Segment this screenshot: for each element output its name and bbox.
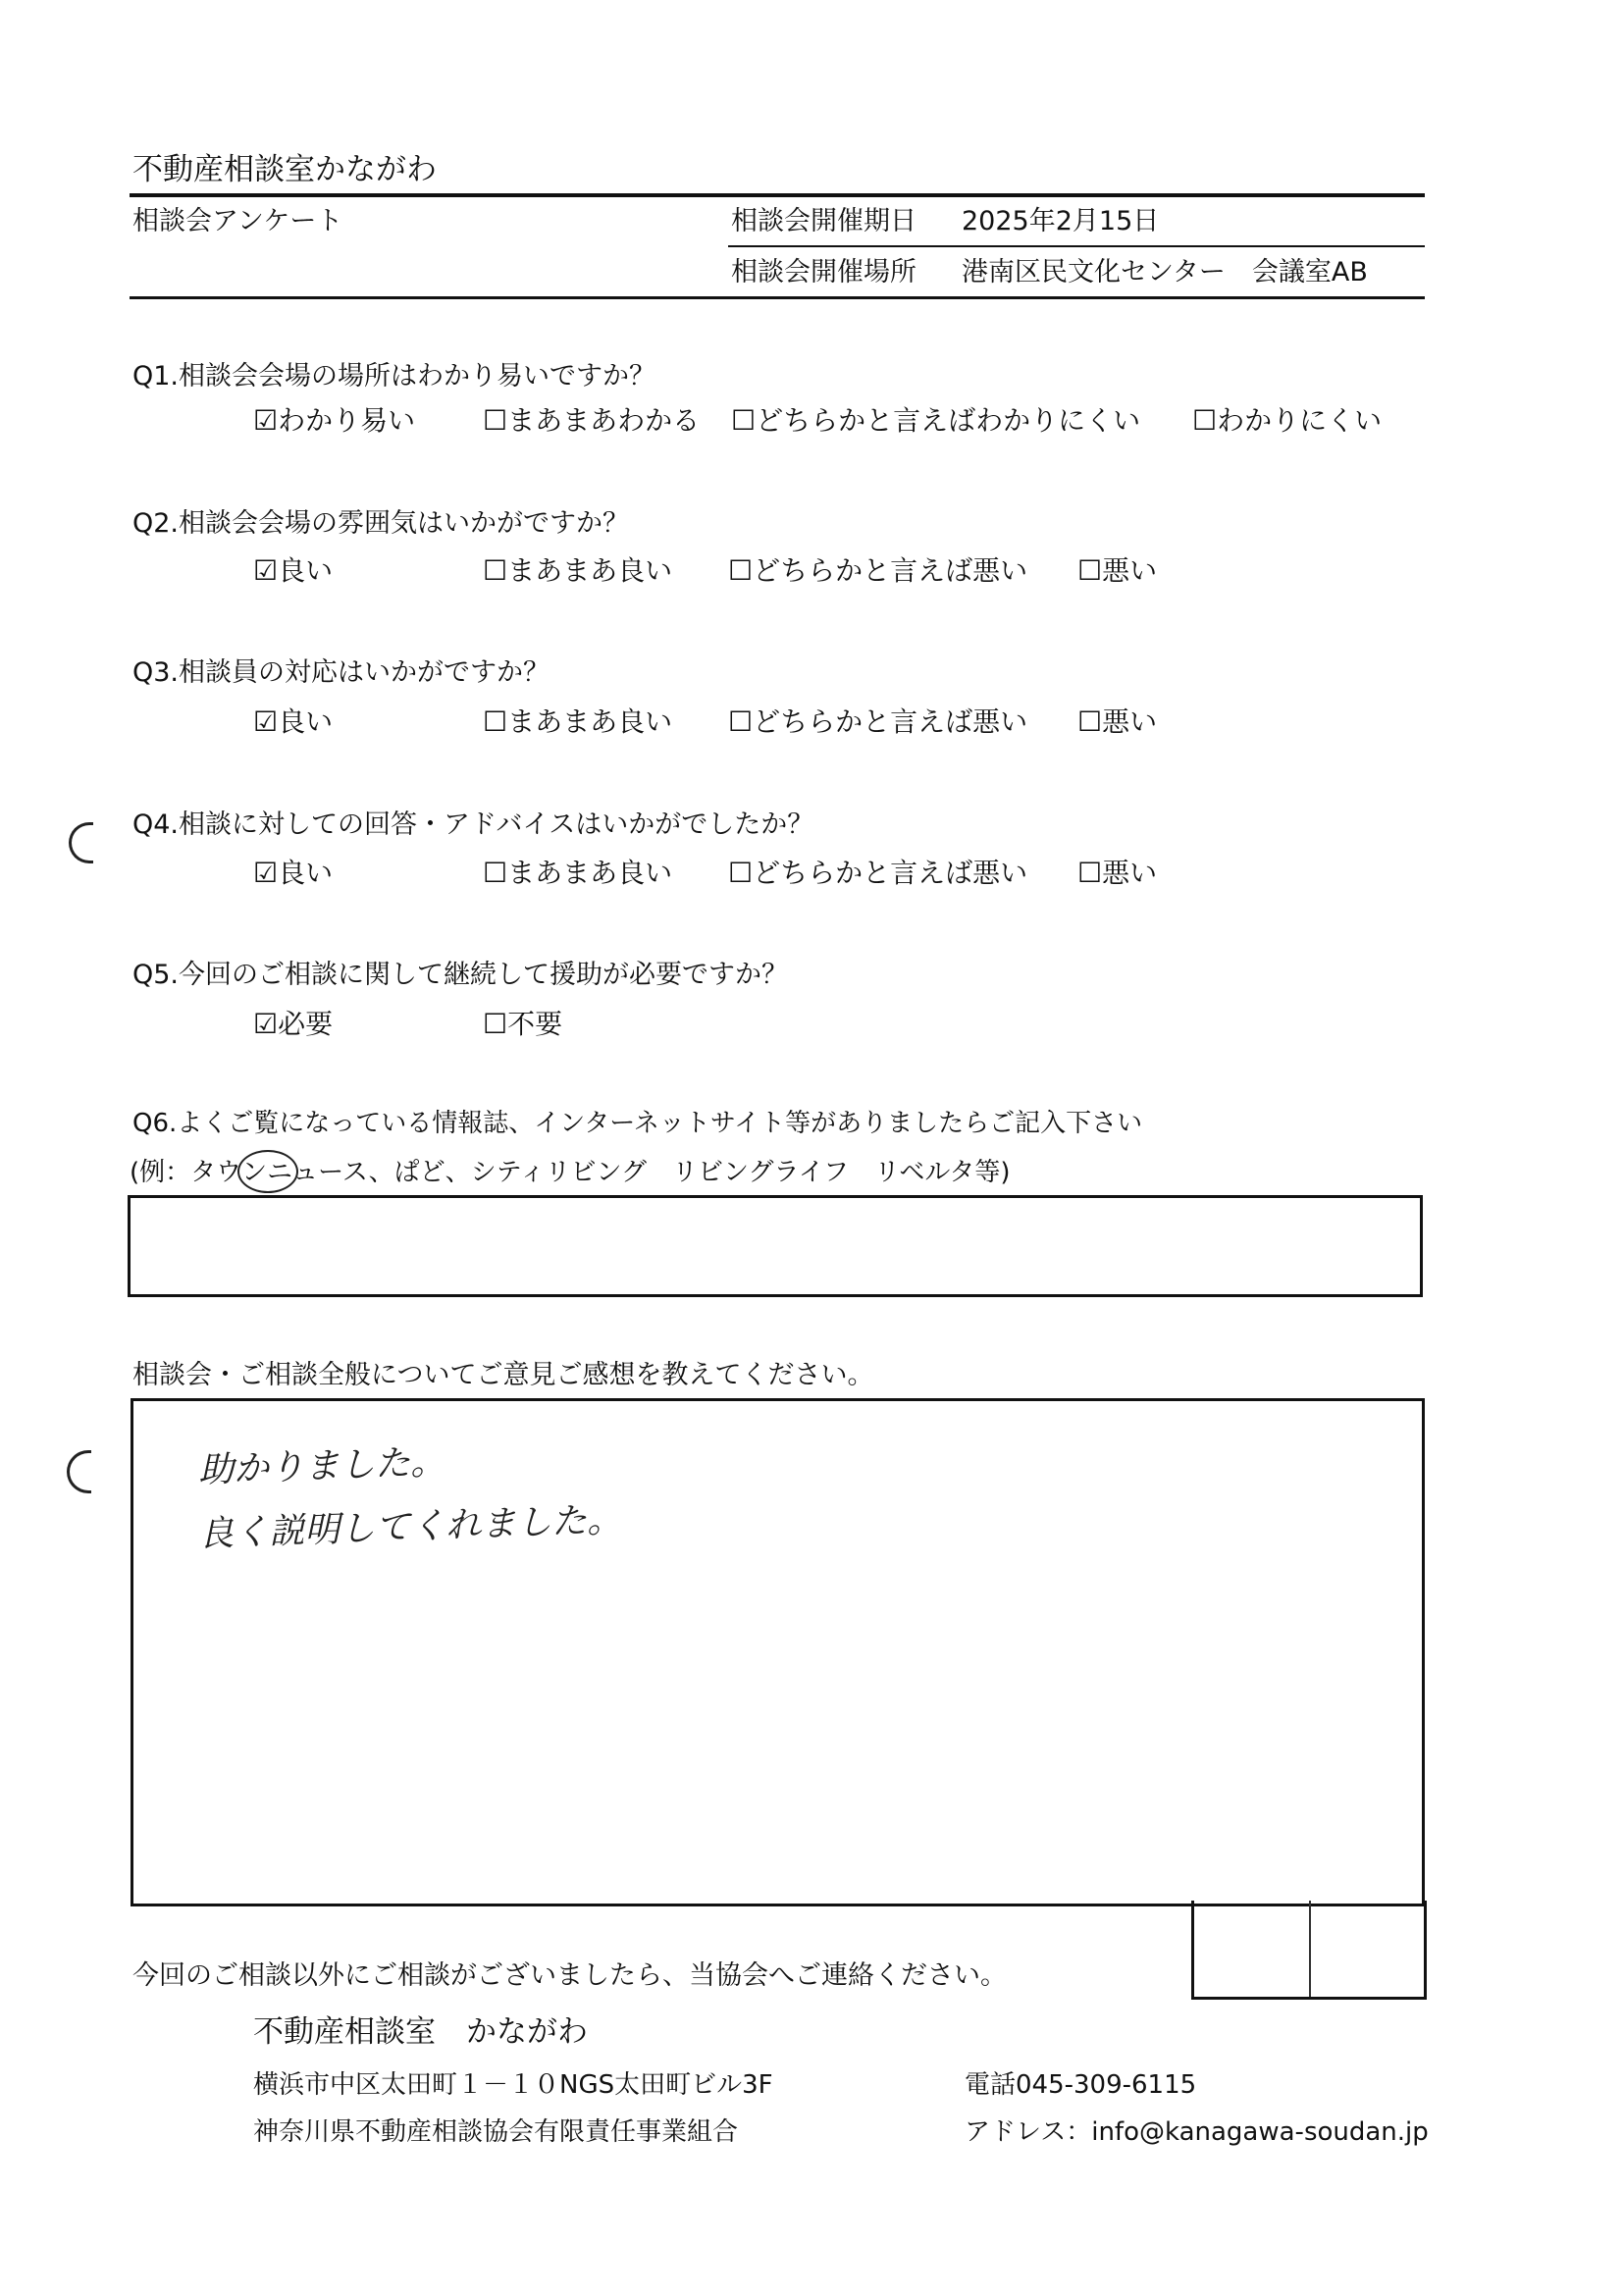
header-rule-mid: [728, 245, 1425, 247]
q4-option-3[interactable]: ☐どちらかと言えば悪い: [728, 857, 1028, 889]
question-5-label: Q5.今回のご相談に関して継続して援助が必要ですか？: [132, 960, 789, 990]
question-2-label: Q2.相談会会場の雰囲気はいかがですか？: [132, 508, 630, 539]
checkbox-icon[interactable]: ☐: [483, 404, 508, 437]
checkbox-icon[interactable]: ☐: [1077, 857, 1103, 889]
footer-phone: 電話045-309-6115: [965, 2070, 1197, 2100]
footer-email: アドレス：info@kanagawa-soudan.jp: [965, 2117, 1429, 2147]
q1-option-2[interactable]: ☐まあまあわかる: [483, 404, 701, 437]
q1-option-3[interactable]: ☐どちらかと言えばわかりにくい: [731, 404, 1141, 437]
header-rule-thick: [130, 193, 1425, 197]
q3-option-4[interactable]: ☐悪い: [1077, 705, 1158, 738]
survey-label: 相談会アンケート: [132, 206, 343, 236]
stamp-cells: [1191, 1901, 1427, 2000]
checkbox-icon[interactable]: ☐: [483, 857, 508, 889]
checkbox-icon[interactable]: ☐: [1077, 554, 1103, 587]
checkbox-checked-icon[interactable]: ☑: [253, 705, 279, 738]
checkbox-icon[interactable]: ☐: [728, 705, 754, 738]
event-place-label: 相談会開催場所: [731, 257, 916, 287]
question-6-label: Q6.よくご覧になっている情報誌、インターネットサイト等がありましたらご記入下さい: [132, 1109, 1143, 1138]
event-date-value: 2025年2月15日: [962, 206, 1160, 236]
checkbox-icon[interactable]: ☐: [483, 705, 508, 738]
header-rule-bottom: [130, 296, 1425, 299]
q1-option-1[interactable]: ☑わかり易い: [253, 404, 416, 437]
q4-option-2[interactable]: ☐まあまあ良い: [483, 857, 673, 889]
q3-option-1[interactable]: ☑良い: [253, 705, 334, 738]
question-4-label: Q4.相談に対しての回答・アドバイスはいかがでしたか？: [132, 809, 814, 840]
q2-option-3[interactable]: ☐どちらかと言えば悪い: [728, 554, 1028, 587]
checkbox-icon[interactable]: ☐: [483, 554, 508, 587]
q1-option-4[interactable]: ☐わかりにくい: [1192, 404, 1383, 437]
checkbox-checked-icon[interactable]: ☑: [253, 554, 279, 587]
org-title: 不動産相談室かながわ: [132, 152, 437, 187]
question-3-label: Q3.相談員の対応はいかがですか？: [132, 657, 550, 688]
contact-note: 今回のご相談以外にご相談がございましたら、当協会へご連絡ください。: [132, 1960, 1007, 1991]
footer-org-name: 不動産相談室 かながわ: [253, 2014, 588, 2050]
q2-option-4[interactable]: ☐悪い: [1077, 554, 1158, 587]
footer-association: 神奈川県不動産相談協会有限責任事業組合: [253, 2117, 739, 2147]
checkbox-icon[interactable]: ☐: [728, 857, 754, 889]
comments-box[interactable]: [131, 1398, 1425, 1906]
question-1-label: Q1.相談会会場の場所はわかり易いですか？: [132, 361, 656, 391]
comments-label: 相談会・ご相談全般についてご意見ご感想を教えてください。: [132, 1360, 874, 1390]
q2-option-2[interactable]: ☐まあまあ良い: [483, 554, 673, 587]
q5-option-1[interactable]: ☑必要: [253, 1008, 334, 1040]
checkbox-icon[interactable]: ☐: [728, 554, 754, 587]
checkbox-icon[interactable]: ☐: [731, 404, 757, 437]
q5-option-2[interactable]: ☐不要: [483, 1008, 563, 1040]
q6-answer-box[interactable]: [128, 1195, 1423, 1297]
checkbox-icon[interactable]: ☐: [1077, 705, 1103, 738]
event-date-label: 相談会開催期日: [731, 206, 916, 236]
q4-option-1[interactable]: ☑良い: [253, 857, 334, 889]
stamp-cell-divider: [1309, 1901, 1311, 1997]
q6-answer-text: [131, 1198, 1420, 1222]
checkbox-icon[interactable]: ☐: [483, 1008, 508, 1040]
checkbox-checked-icon[interactable]: ☑: [253, 1008, 279, 1040]
event-place-value: 港南区民文化センター 会議室AB: [962, 257, 1368, 287]
checkbox-checked-icon[interactable]: ☑: [253, 857, 279, 889]
comment-handwritten-line-2: 良く説明してくれました。: [197, 1499, 623, 1555]
margin-bracket-mark: [67, 1450, 91, 1493]
q3-option-2[interactable]: ☐まあまあ良い: [483, 705, 673, 738]
circle-mark: [237, 1150, 298, 1193]
q4-option-4[interactable]: ☐悪い: [1077, 857, 1158, 889]
comment-handwritten-line-1: 助かりました。: [197, 1441, 446, 1491]
checkbox-icon[interactable]: ☐: [1192, 404, 1218, 437]
q2-option-1[interactable]: ☑良い: [253, 554, 334, 587]
footer-address: 横浜市中区太田町１－１０NGS太田町ビル3F: [253, 2070, 773, 2100]
checkbox-checked-icon[interactable]: ☑: [253, 404, 279, 437]
margin-bracket-mark: [69, 822, 93, 863]
q3-option-3[interactable]: ☐どちらかと言えば悪い: [728, 705, 1028, 738]
question-6-example: (例：タウンニュース、ぱど、シティリビング リビングライフ リベルタ等): [130, 1158, 1011, 1187]
